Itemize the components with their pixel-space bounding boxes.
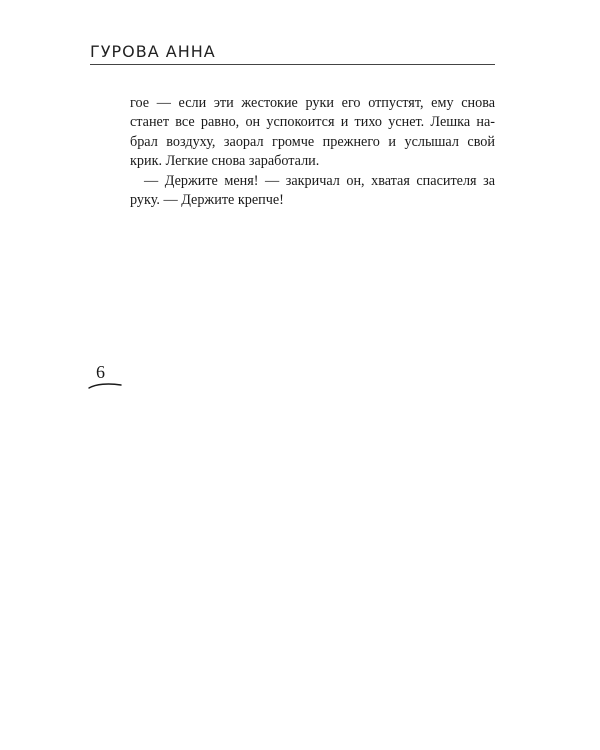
text-line: крик. Легкие снова заработали. bbox=[130, 153, 320, 170]
text-line: руку. — Держите крепче! bbox=[130, 192, 284, 209]
header-rule bbox=[90, 64, 495, 65]
text-line: станет все равно, он успокоится и тихо уснет. Лешка на- bbox=[130, 114, 495, 131]
folio-swash-ornament bbox=[88, 381, 122, 391]
text-line: — Держите меня! — закричал он, хватая спасителя за bbox=[144, 172, 495, 189]
text-line: брал воздуху, заорал громче прежнего и услышал свой bbox=[130, 133, 495, 150]
text-line: гое — если эти жестокие руки его отпустят, ему снова bbox=[130, 95, 495, 111]
text-block bbox=[130, 94, 495, 210]
page-number: 6 bbox=[96, 362, 105, 382]
running-head: ГУРОВА АННА bbox=[90, 42, 216, 61]
